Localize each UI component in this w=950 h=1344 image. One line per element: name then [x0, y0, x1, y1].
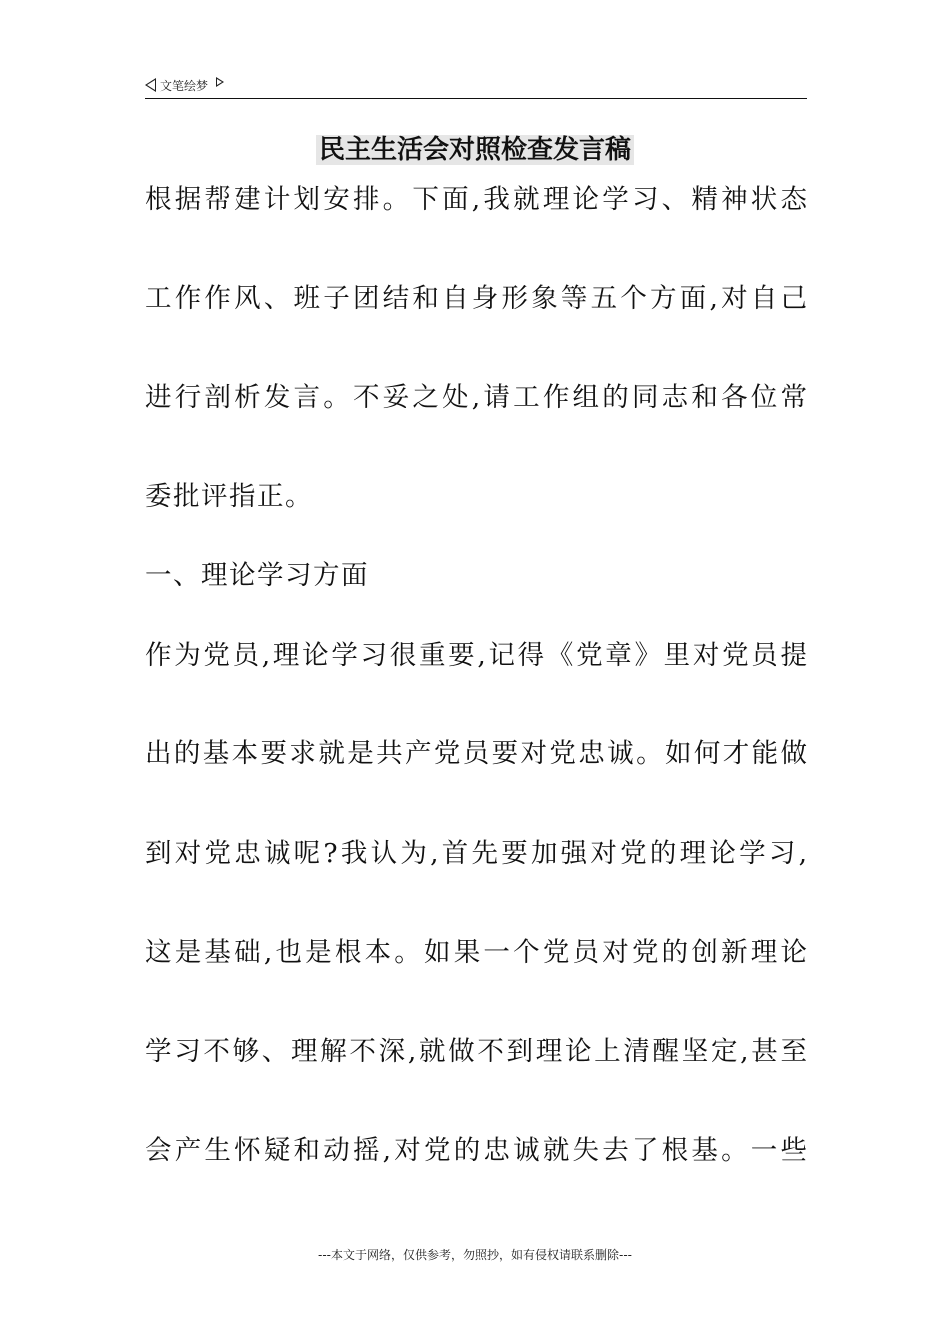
document-title-text: 民主生活会对照检查发言稿 — [316, 135, 634, 165]
section-heading-1: 一、理论学习方面 — [145, 560, 369, 591]
body-line-4: 委批评指正。 — [145, 481, 313, 512]
body-line-1: 根据帮建计划安排。下面,我就理论学习、精神状态 — [145, 184, 807, 215]
body-line-5: 作为党员,理论学习很重要,记得《党章》里对党员提 — [145, 640, 807, 671]
page-footer: ---本文于网络，仅供参考，勿照抄，如有侵权请联系删除--- — [318, 1248, 632, 1262]
body-line-8: 这是基础,也是根本。如果一个党员对党的创新理论 — [145, 937, 807, 968]
triangle-left-icon — [145, 78, 156, 92]
body-line-3: 进行剖析发言。不妥之处,请工作组的同志和各位常 — [145, 382, 807, 413]
body-line-9: 学习不够、理解不深,就做不到理论上清醒坚定,甚至 — [145, 1036, 807, 1067]
triangle-right-icon — [216, 77, 224, 87]
page-header — [145, 74, 224, 96]
body-line-10: 会产生怀疑和动摇,对党的忠诚就失去了根基。一些 — [145, 1135, 807, 1166]
document-title — [0, 130, 950, 170]
body-line-6: 出的基本要求就是共产党员要对党忠诚。如何才能做 — [145, 738, 807, 769]
header-label: 文笔绘梦 — [160, 78, 209, 93]
body-line-7: 到对党忠诚呢?我认为,首先要加强对党的理论学习, — [145, 838, 807, 869]
header-divider — [145, 98, 807, 99]
body-line-2: 工作作风、班子团结和自身形象等五个方面,对自己 — [145, 283, 807, 314]
